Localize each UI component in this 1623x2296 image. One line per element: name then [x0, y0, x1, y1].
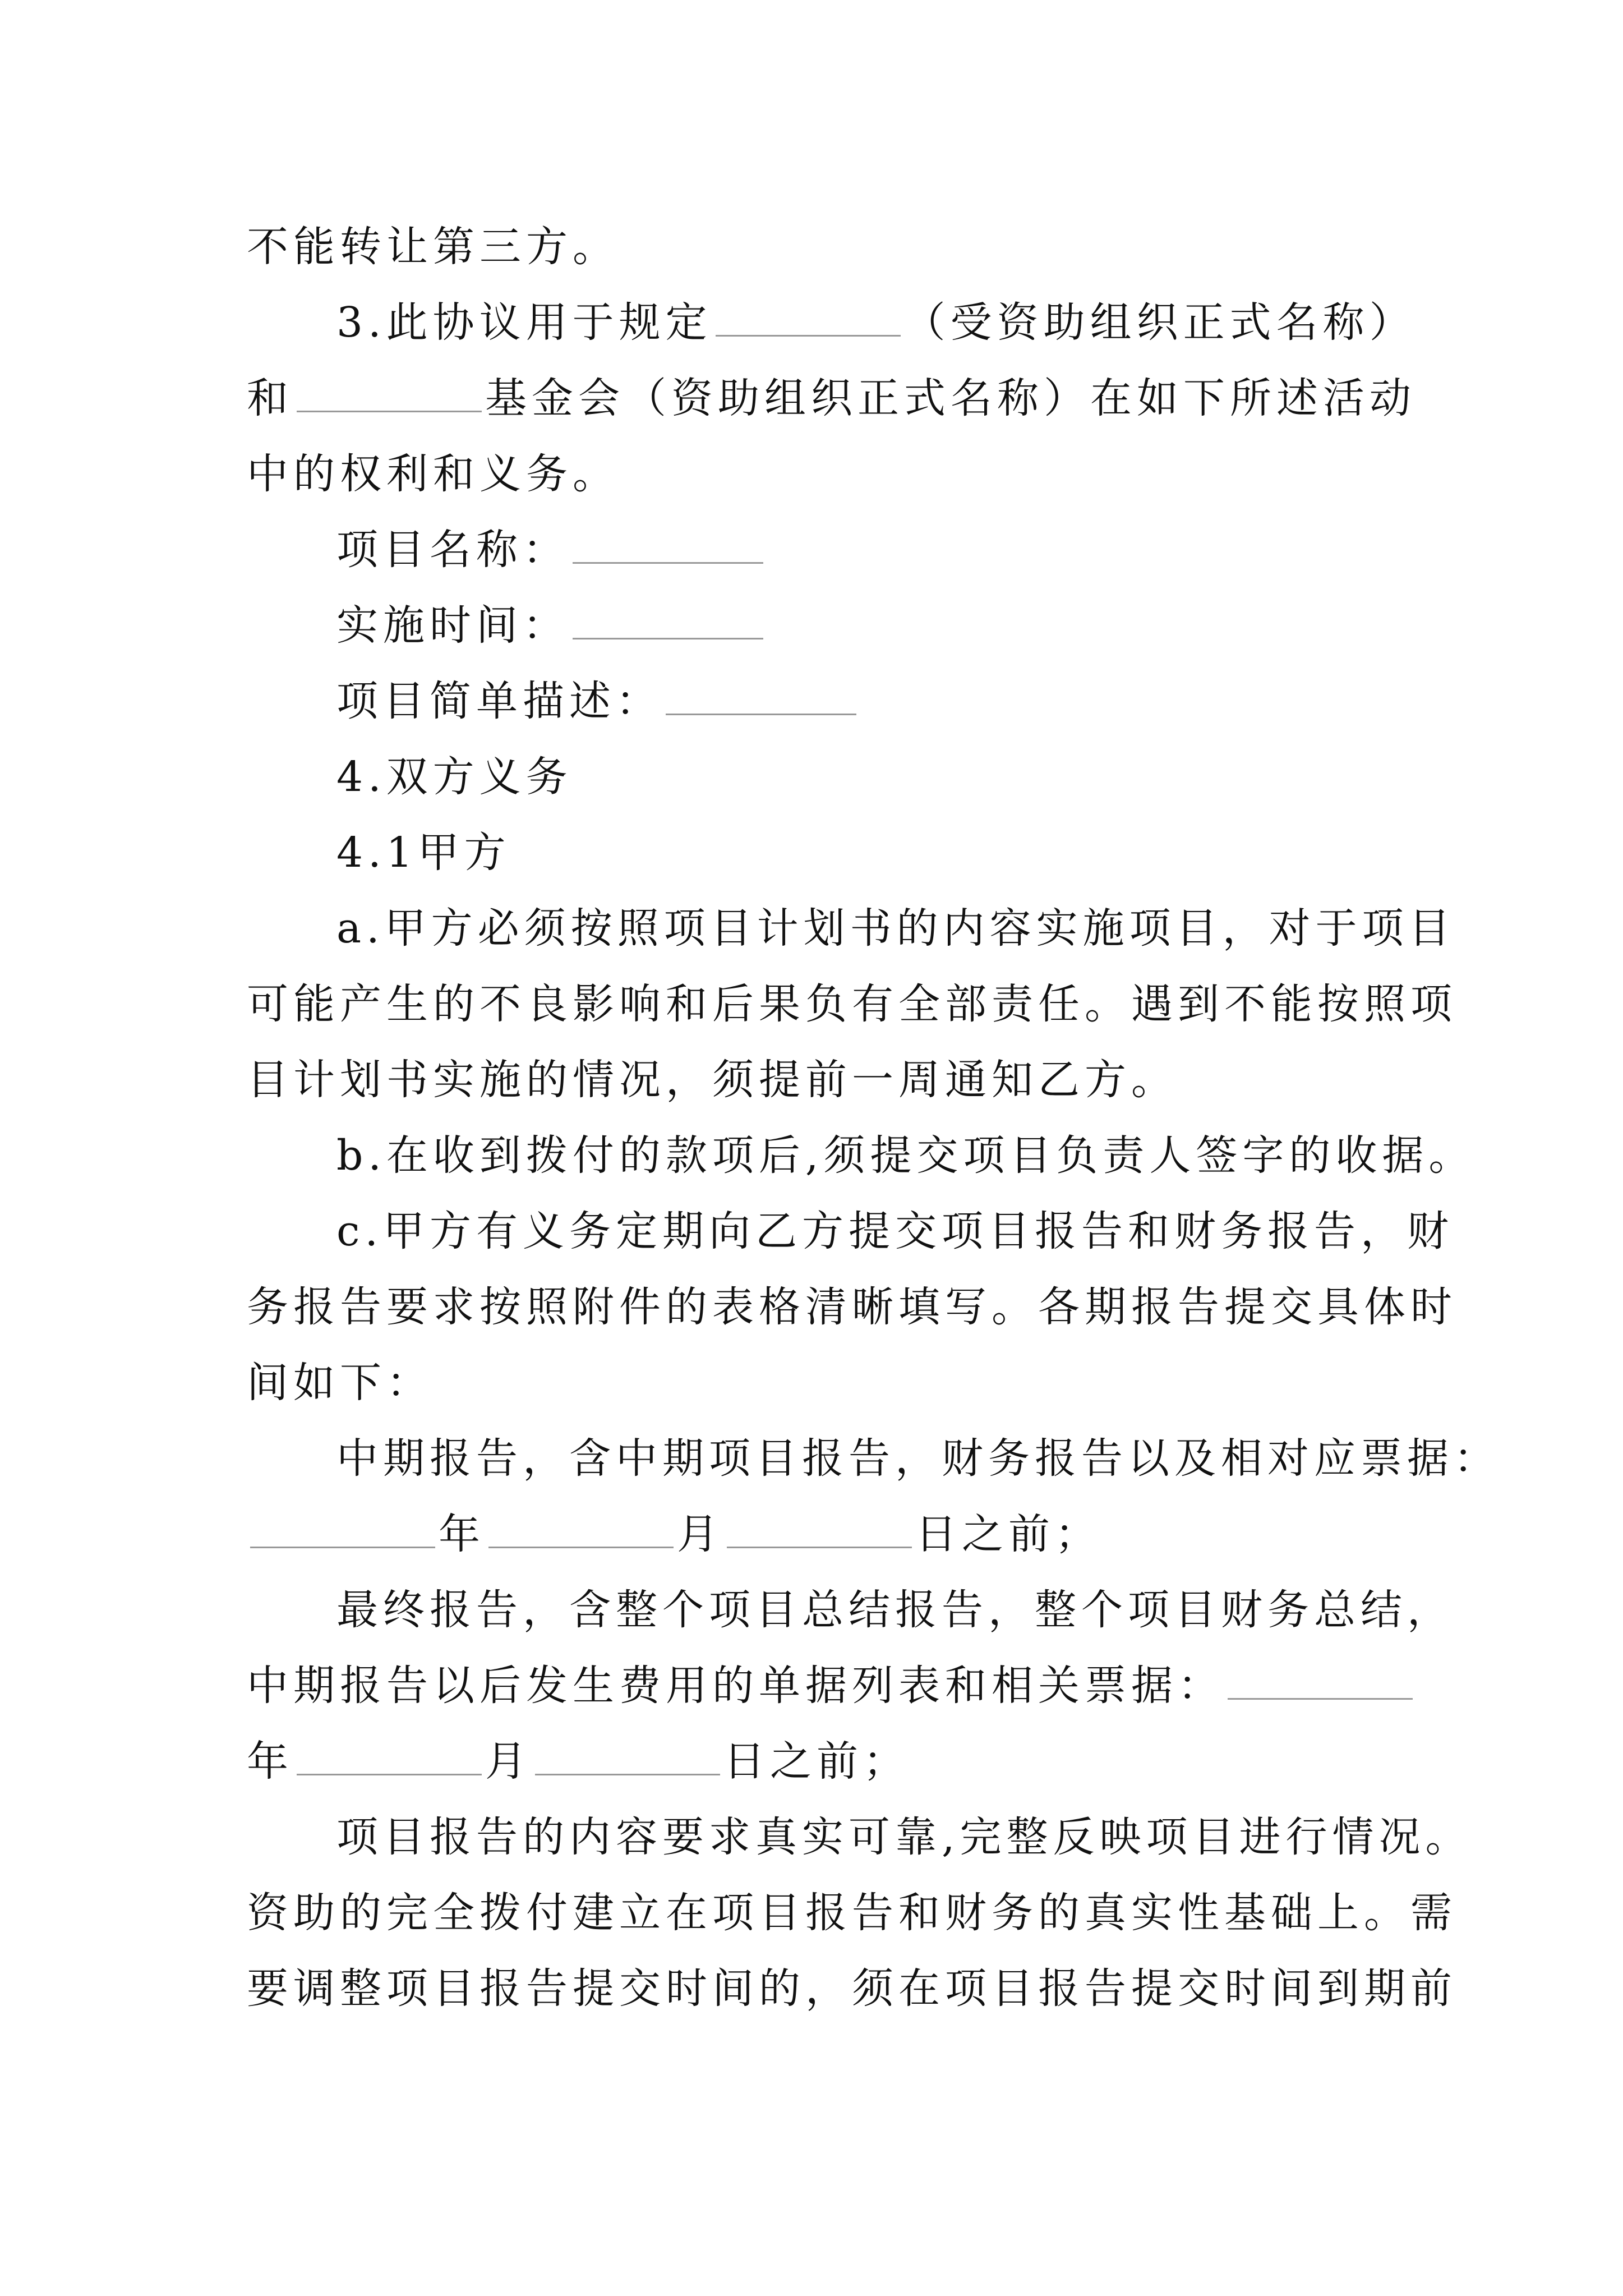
text-segment: 基金会（资助组织正式名称）在如下所述活动	[485, 374, 1416, 422]
text-segment: 中期报告，含中期项目报告，财务报告以及相对应票据：	[336, 1434, 1500, 1483]
subsection-heading	[336, 813, 1402, 892]
text-segment: 不能转让第三方。	[247, 223, 619, 271]
blank-final-date[interactable]	[1228, 1690, 1413, 1700]
text-segment: c.甲方有义务定期向乙方提交项目报告和财务报告，财	[336, 1207, 1454, 1255]
text-segment: 4.1甲方	[336, 829, 511, 877]
text-segment: 中期报告以后发生费用的单据列表和相关票据：	[247, 1662, 1224, 1710]
paragraph-line	[247, 965, 1457, 1043]
text-segment: 目计划书实施的情况，须提前一周通知乙方。	[247, 1056, 1178, 1104]
paragraph-line	[247, 1722, 1402, 1801]
text-segment: 最终报告，含整个项目总结报告，整个项目财务总结，	[336, 1586, 1454, 1634]
text-segment: 年	[439, 1510, 485, 1558]
blank-interim-month[interactable]	[488, 1539, 674, 1548]
text-segment: （受资助组织正式名称）	[903, 298, 1416, 347]
paragraph-line	[247, 1495, 1402, 1573]
paragraph-line	[336, 510, 1402, 589]
text-segment: 间如下：	[247, 1359, 433, 1407]
paragraph-line	[336, 662, 1402, 740]
text-segment: 年	[247, 1737, 293, 1786]
blank-implementation-time[interactable]	[573, 630, 763, 639]
text-segment: 月	[677, 1510, 723, 1558]
text-segment: 务报告要求按照附件的表格清晰填写。各期报告提交具体时	[247, 1283, 1457, 1331]
paragraph-line	[247, 1041, 1402, 1119]
text-segment: 可能产生的不良影响和后果负有全部责任。遇到不能按照项	[247, 980, 1457, 1028]
blank-final-month[interactable]	[297, 1766, 482, 1775]
paragraph-line	[336, 1116, 1476, 1195]
implementation-time-label: 实施时间：	[336, 601, 569, 650]
blank-recipient-name[interactable]	[716, 327, 901, 337]
blank-project-description[interactable]	[666, 706, 856, 715]
paragraph-line	[247, 1874, 1457, 1952]
text-segment: a.甲方必须按照项目计划书的内容实施项目，对于项目	[336, 904, 1455, 953]
paragraph-line	[336, 1571, 1454, 1649]
section-heading	[336, 738, 1402, 816]
blank-foundation-name[interactable]	[297, 403, 482, 412]
paragraph-line	[336, 1192, 1454, 1271]
text-segment: 项目报告的内容要求真实可靠,完整反映项目进行情况。	[336, 1813, 1472, 1861]
paragraph-line	[336, 889, 1455, 968]
paragraph-line	[247, 359, 1416, 438]
paragraph-line	[336, 283, 1416, 362]
blank-interim-day[interactable]	[727, 1539, 912, 1548]
blank-interim-year[interactable]	[250, 1539, 435, 1548]
paragraph-line	[247, 1268, 1457, 1346]
paragraph-line	[247, 1949, 1457, 2028]
blank-project-name[interactable]	[573, 554, 763, 564]
project-description-label: 项目简单描述：	[336, 677, 662, 725]
paragraph-line	[247, 435, 1402, 513]
text-segment: b.在收到拨付的款项后,须提交项目负责人签字的收据。	[336, 1131, 1476, 1180]
paragraph-line	[336, 1798, 1472, 1876]
project-name-label: 项目名称：	[336, 526, 569, 574]
text-segment: 日之前；	[723, 1737, 910, 1786]
text-segment: 中的权利和义务。	[247, 450, 619, 498]
text-segment: 日之前；	[915, 1510, 1101, 1558]
text-segment: 和	[247, 374, 293, 422]
text-segment: 要调整项目报告提交时间的，须在项目报告提交时间到期前	[247, 1964, 1457, 2013]
paragraph-line	[247, 208, 1402, 286]
paragraph-line	[247, 1646, 1402, 1725]
paragraph-line	[336, 586, 1402, 665]
paragraph-line	[336, 1419, 1500, 1498]
text-segment: 月	[485, 1737, 532, 1786]
blank-final-day[interactable]	[535, 1766, 720, 1775]
paragraph-line	[247, 1343, 1402, 1422]
text-segment: 4.双方义务	[336, 753, 573, 801]
text-segment: 资助的完全拨付建立在项目报告和财务的真实性基础上。需	[247, 1889, 1457, 1937]
text-segment: 3.此协议用于规定	[336, 298, 712, 347]
